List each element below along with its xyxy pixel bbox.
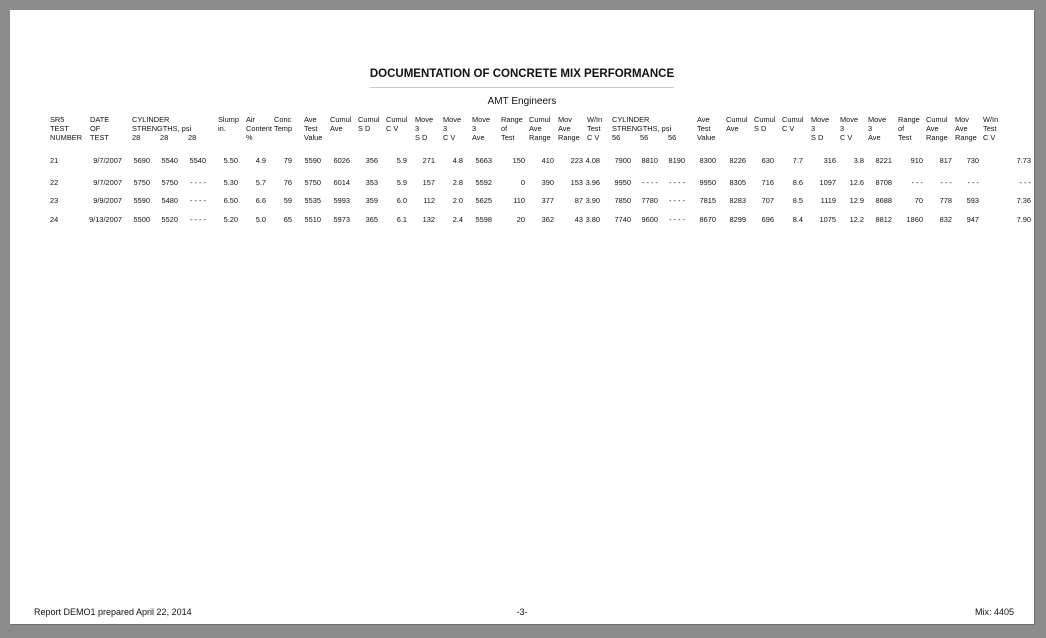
table-cell: 3.90 xyxy=(585,196,600,205)
column-header-line: Value xyxy=(304,132,323,142)
table-cell: 5540 xyxy=(189,156,206,165)
table-cell: 5690 xyxy=(133,156,150,165)
table-cell: 5598 xyxy=(475,215,492,224)
column-header-line: Range xyxy=(926,132,948,142)
table-cell: 356 xyxy=(365,156,378,165)
column-header-line: STRENGTHS, psi xyxy=(612,123,672,133)
table-cell: 110 xyxy=(513,196,525,205)
table-cell: 778 xyxy=(939,196,952,205)
column-header-line: Range xyxy=(529,132,551,142)
table-cell: 5750 xyxy=(133,178,150,187)
table-cell: 7.36 xyxy=(1016,196,1031,205)
column-header-line: C V xyxy=(983,132,996,142)
column-header xyxy=(501,116,523,142)
table-cell: - - - xyxy=(967,178,979,187)
column-header-line: Value xyxy=(697,132,716,142)
column-header-line: Cumul xyxy=(926,115,948,124)
footer-mix-number: Mix: 4405 xyxy=(974,607,1014,617)
table-cell: 7.90 xyxy=(1016,215,1031,224)
table-cell: 3.96 xyxy=(585,178,600,187)
table-cell: 6.6 xyxy=(255,196,266,205)
table-cell: 8300 xyxy=(699,156,716,165)
table-cell: 9950 xyxy=(699,178,716,187)
title-underline xyxy=(370,87,674,88)
column-header xyxy=(132,116,191,134)
column-header-line: Test xyxy=(304,123,318,133)
column-header-line: Ave xyxy=(926,123,939,133)
table-cell: 153 xyxy=(570,178,583,187)
table-cell: 832 xyxy=(939,215,952,224)
table-cell: 377 xyxy=(541,196,554,205)
column-header-line: C V xyxy=(840,132,853,142)
column-header-line: 56 xyxy=(668,132,677,142)
table-cell: 8688 xyxy=(875,196,892,205)
table-cell: 5540 xyxy=(161,156,178,165)
table-cell: 8.5 xyxy=(792,196,803,205)
column-header-line: STRENGTHS, psi xyxy=(132,123,192,133)
column-header-line: 28 xyxy=(132,132,141,142)
column-header xyxy=(132,134,140,143)
table-cell: 3.80 xyxy=(585,215,600,224)
column-header-line: C V xyxy=(443,132,456,142)
column-header xyxy=(587,116,602,142)
test-date-cell: 9/7/2007 xyxy=(93,156,122,165)
column-header-line: Ave xyxy=(868,132,881,142)
column-header xyxy=(782,116,803,134)
column-header xyxy=(160,134,168,143)
table-cell: 7780 xyxy=(641,196,658,205)
column-header-line: 3 xyxy=(868,123,873,133)
test-date-cell: 9/13/2007 xyxy=(89,215,122,224)
table-cell: 8.4 xyxy=(792,215,803,224)
table-cell: 730 xyxy=(966,156,979,165)
column-header-line: Ave xyxy=(304,115,317,124)
table-cell: 8.6 xyxy=(792,178,803,187)
column-header xyxy=(304,116,322,142)
column-header-line: Test xyxy=(587,123,601,133)
column-header-line: Test xyxy=(898,132,912,142)
column-header-line: 28 xyxy=(160,132,169,142)
table-cell: 5.0 xyxy=(255,215,266,224)
column-header-line: 28 xyxy=(188,132,197,142)
column-header xyxy=(218,116,239,134)
table-cell: 390 xyxy=(541,178,554,187)
column-header xyxy=(840,116,858,142)
table-cell: 7900 xyxy=(614,156,631,165)
table-cell: 5663 xyxy=(475,156,492,165)
table-cell: 716 xyxy=(761,178,774,187)
table-cell: 6.1 xyxy=(396,215,407,224)
table-cell: 410 xyxy=(541,156,554,165)
table-cell: 947 xyxy=(966,215,979,224)
company-name: AMT Engineers xyxy=(487,96,557,107)
column-header-line: S D xyxy=(754,123,767,133)
table-cell: 7850 xyxy=(614,196,631,205)
column-header-line: Ave xyxy=(955,123,968,133)
table-cell: 2.8 xyxy=(452,178,463,187)
table-cell: 5993 xyxy=(333,196,350,205)
column-header-line: Range xyxy=(898,115,920,124)
table-cell: 5590 xyxy=(304,156,321,165)
test-number-cell: 23 xyxy=(50,196,59,205)
column-header-line: W/In xyxy=(983,115,999,124)
table-cell: 8812 xyxy=(875,215,892,224)
column-header-line: S D xyxy=(415,132,428,142)
column-header-line: Ave xyxy=(558,123,571,133)
column-header xyxy=(443,116,461,142)
column-header-line: Move xyxy=(868,115,887,124)
column-header-line: Cumul xyxy=(782,115,804,124)
column-header-line: DATE xyxy=(90,115,110,124)
report-page xyxy=(10,10,1034,624)
column-header-line: 3 xyxy=(415,123,420,133)
column-header-line: 3 xyxy=(443,123,448,133)
column-header-line: TEST xyxy=(50,123,69,133)
table-cell: - - - xyxy=(940,178,952,187)
column-header-line: CYLINDER xyxy=(612,115,650,124)
footer-report-info: Report DEMO1 prepared April 22, 2014 xyxy=(34,607,192,617)
column-header-line: of xyxy=(501,123,508,133)
table-cell: 5480 xyxy=(161,196,178,205)
column-header-line: S D xyxy=(358,123,371,133)
table-cell: 5520 xyxy=(161,215,178,224)
column-header-line: Range xyxy=(955,132,977,142)
column-header-line: S D xyxy=(811,132,824,142)
table-cell: 8670 xyxy=(699,215,716,224)
table-cell: 1075 xyxy=(819,215,836,224)
table-cell: - - - - xyxy=(668,196,685,205)
table-cell: - - - - xyxy=(668,178,685,187)
column-header-line: in. xyxy=(218,123,226,133)
table-cell: 5.50 xyxy=(223,156,238,165)
column-header-line: Ave xyxy=(697,115,710,124)
column-header-line: Cumul xyxy=(330,115,352,124)
table-cell: 5750 xyxy=(161,178,178,187)
test-number-cell: 21 xyxy=(50,156,59,165)
table-cell: 70 xyxy=(914,196,923,205)
table-cell: 12.2 xyxy=(849,215,864,224)
column-header-line: Slump xyxy=(218,115,239,124)
column-header-line: Test xyxy=(501,132,515,142)
table-cell: 79 xyxy=(283,156,292,165)
table-cell: - - - xyxy=(911,178,923,187)
table-cell: 365 xyxy=(365,215,378,224)
table-cell: 20 xyxy=(516,215,525,224)
table-cell: 6.0 xyxy=(396,196,407,205)
table-cell: 359 xyxy=(365,196,378,205)
column-header xyxy=(274,116,292,134)
table-cell: 5.9 xyxy=(396,156,407,165)
table-cell: 3.8 xyxy=(853,156,864,165)
table-cell: 4.8 xyxy=(452,156,463,165)
table-cell: 7815 xyxy=(699,196,716,205)
table-cell: 6.50 xyxy=(223,196,238,205)
table-cell: 6014 xyxy=(333,178,350,187)
column-header-line: of xyxy=(898,123,905,133)
column-header-line: Move xyxy=(415,115,434,124)
table-cell: 7.73 xyxy=(1016,156,1031,165)
column-header-line: Content xyxy=(246,123,272,133)
table-cell: 630 xyxy=(761,156,774,165)
column-header-line: OF xyxy=(90,123,101,133)
table-cell: 76 xyxy=(283,178,292,187)
table-cell: 2.0 xyxy=(452,196,463,205)
test-date-cell: 9/9/2007 xyxy=(93,196,122,205)
table-cell: 7.7 xyxy=(792,156,803,165)
column-header-line: Test xyxy=(983,123,997,133)
column-header-line: C V xyxy=(386,123,399,133)
table-cell: 9600 xyxy=(641,215,658,224)
table-cell: 12.9 xyxy=(849,196,864,205)
column-header xyxy=(955,116,977,142)
column-header xyxy=(472,116,490,142)
table-cell: 6026 xyxy=(333,156,350,165)
column-header-line: Conc xyxy=(274,115,292,124)
table-cell: - - - - xyxy=(641,178,658,187)
column-header-line: SR5 xyxy=(50,115,65,124)
column-header xyxy=(697,116,715,142)
table-cell: 8190 xyxy=(668,156,685,165)
column-header xyxy=(358,116,379,134)
table-cell: 9950 xyxy=(614,178,631,187)
column-header-line: C V xyxy=(782,123,795,133)
table-cell: 59 xyxy=(283,196,292,205)
column-header-line: Ave xyxy=(529,123,542,133)
column-header-line: Move xyxy=(840,115,859,124)
column-header-line: 56 xyxy=(640,132,649,142)
table-cell: 5590 xyxy=(133,196,150,205)
test-number-cell: 24 xyxy=(50,215,59,224)
column-header xyxy=(246,116,272,142)
column-header-line: Cumul xyxy=(726,115,748,124)
table-cell: 12.6 xyxy=(849,178,864,187)
table-cell: 5625 xyxy=(475,196,492,205)
column-header xyxy=(726,116,747,134)
table-cell: 1097 xyxy=(819,178,836,187)
column-header-line: TEST xyxy=(90,132,109,142)
table-cell: - - - - xyxy=(668,215,685,224)
table-cell: 132 xyxy=(422,215,435,224)
column-header-line: NUMBER xyxy=(50,132,83,142)
column-header xyxy=(612,116,671,134)
table-cell: 7740 xyxy=(614,215,631,224)
table-cell: 5.7 xyxy=(255,178,266,187)
table-cell: 707 xyxy=(761,196,774,205)
table-cell: 0 xyxy=(520,178,525,187)
test-number-cell: 22 xyxy=(50,178,59,187)
column-header-line: Test xyxy=(697,123,711,133)
column-header xyxy=(330,116,351,134)
column-header-line: Ave xyxy=(726,123,739,133)
table-cell: 43 xyxy=(574,215,583,224)
table-cell: - - - - xyxy=(189,215,206,224)
footer-page-number: -3- xyxy=(516,607,528,617)
table-cell: 271 xyxy=(422,156,435,165)
column-header-line: Cumul xyxy=(358,115,380,124)
table-cell: 8283 xyxy=(729,196,746,205)
table-cell: 112 xyxy=(423,196,435,205)
table-cell: 8708 xyxy=(875,178,892,187)
table-cell: 5.20 xyxy=(223,215,238,224)
column-header xyxy=(188,134,196,143)
table-cell: 5510 xyxy=(304,215,321,224)
table-cell: 4.9 xyxy=(255,156,266,165)
column-header xyxy=(386,116,407,134)
column-header-line: Move xyxy=(811,115,830,124)
column-header-line: Mov xyxy=(558,115,572,124)
table-cell: 5592 xyxy=(475,178,492,187)
table-cell: 817 xyxy=(939,156,952,165)
column-header-line: Move xyxy=(472,115,491,124)
column-header xyxy=(668,134,676,143)
table-cell: 8221 xyxy=(875,156,892,165)
column-header-line: Temp xyxy=(274,123,293,133)
column-header-line: Air xyxy=(246,115,256,124)
report-title: DOCUMENTATION OF CONCRETE MIX PERFORMANCE xyxy=(369,68,675,80)
column-header-line: 3 xyxy=(811,123,816,133)
column-header xyxy=(926,116,948,142)
table-cell: 5500 xyxy=(133,215,150,224)
column-header xyxy=(558,116,580,142)
table-cell: - - - - xyxy=(189,196,206,205)
column-header xyxy=(612,134,620,143)
test-date-cell: 9/7/2007 xyxy=(93,178,122,187)
table-cell: 8299 xyxy=(729,215,746,224)
table-cell: 65 xyxy=(283,215,292,224)
column-header-line: Ave xyxy=(330,123,343,133)
column-header xyxy=(868,116,886,142)
column-header xyxy=(50,116,82,142)
table-cell: 5535 xyxy=(304,196,321,205)
table-cell: 353 xyxy=(365,178,378,187)
column-header-line: CYLINDER xyxy=(132,115,170,124)
table-cell: 5.30 xyxy=(223,178,238,187)
table-cell: 316 xyxy=(823,156,836,165)
column-header-line: W/In xyxy=(587,115,603,124)
column-header xyxy=(90,116,109,142)
column-header xyxy=(640,134,648,143)
table-cell: 1119 xyxy=(820,196,836,205)
column-header-line: C V xyxy=(587,132,600,142)
table-cell: 8305 xyxy=(729,178,746,187)
column-header xyxy=(898,116,920,142)
column-header xyxy=(983,116,998,142)
table-cell: 5750 xyxy=(304,178,321,187)
column-header-line: Cumul xyxy=(754,115,776,124)
column-header-line: Cumul xyxy=(529,115,551,124)
column-header xyxy=(754,116,775,134)
table-cell: 5973 xyxy=(333,215,350,224)
table-cell: - - - - xyxy=(189,178,206,187)
column-header-line: Range xyxy=(501,115,523,124)
table-cell: 362 xyxy=(541,215,554,224)
table-cell: 2.4 xyxy=(452,215,463,224)
table-cell: 5.9 xyxy=(396,178,407,187)
table-cell: 223 xyxy=(570,156,583,165)
table-cell: 1860 xyxy=(906,215,923,224)
table-cell: - - - xyxy=(1019,178,1031,187)
column-header xyxy=(415,116,433,142)
column-header xyxy=(529,116,551,142)
table-cell: 157 xyxy=(422,178,435,187)
table-cell: 87 xyxy=(574,196,583,205)
table-cell: 593 xyxy=(966,196,979,205)
column-header-line: 3 xyxy=(840,123,845,133)
column-header-line: Mov xyxy=(955,115,969,124)
table-cell: 8810 xyxy=(641,156,658,165)
table-cell: 910 xyxy=(910,156,923,165)
table-cell: 150 xyxy=(512,156,525,165)
column-header-line: 56 xyxy=(612,132,621,142)
column-header-line: Range xyxy=(558,132,580,142)
table-cell: 8226 xyxy=(729,156,746,165)
column-header-line: % xyxy=(246,132,253,142)
column-header-line: Move xyxy=(443,115,462,124)
column-header-line: 3 xyxy=(472,123,477,133)
table-cell: 4.08 xyxy=(585,156,600,165)
column-header-line: Cumul xyxy=(386,115,408,124)
table-cell: 696 xyxy=(761,215,774,224)
column-header xyxy=(811,116,829,142)
column-header-line: Ave xyxy=(472,132,485,142)
